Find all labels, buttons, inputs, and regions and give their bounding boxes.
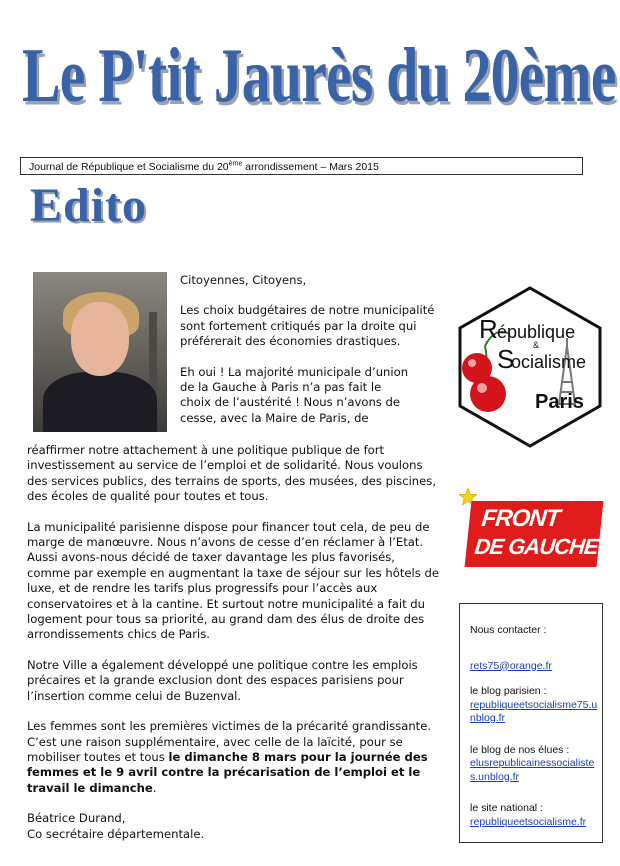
women-text: Les femmes sont les premières victimes de la précarité grandissante. C’est une raison supplémentaire, avec celle de la laïcité, pour se mobiliser toutes et tous — [27, 719, 432, 764]
greeting: Citoyennes, Citoyens, — [180, 273, 307, 287]
austerity-line: cesse, avec la Maire de Paris, de — [180, 410, 369, 425]
elus-blog-link[interactable]: elusrepublicainessocialistes.unblog.fr — [470, 757, 595, 783]
austerity-line: choix de l’austérité ! Nous n’avons de — [180, 395, 401, 410]
logo-text-republique: épublique — [497, 322, 576, 342]
national-site-link[interactable]: republiqueetsocialisme.fr — [470, 815, 587, 828]
edito-intro — [180, 273, 442, 426]
paragraph-budget: Les choix budgétaires de notre municipalité sont fortement critiqués par la droite qui préférerait des économies drastiques. — [180, 303, 435, 349]
logo-text-socialisme: ocialisme — [511, 352, 587, 372]
austerity-line: de la Gauche à Paris n’a pas fait le — [180, 380, 382, 395]
women-end: . — [152, 780, 157, 795]
edito-body — [27, 443, 439, 842]
paragraph-financing: La municipalité parisienne dispose pour financer tout cela, de peu de marge de manœuvre. Nous n’avons de cesse d’en réclamer à l’Etat. Aussi avons-nous décidé de taxer davantage les plus favorisés, comme par exemple en augmentant la taxe de séjour sur les hôtels de luxe, et de rendre les tarifs plus progressifs pour l’accès aux conservatoires et à la cantine. Et surtout notre municipalité a fait du logement pour tous sa priorité, au grand dam des élus de droite des arrondissements chics de Paris. — [27, 519, 439, 642]
paragraph-austerity-start — [180, 365, 442, 427]
republique-socialisme-logo — [455, 286, 605, 448]
blog-link[interactable]: republiqueetsocialisme75.unblog.fr — [470, 698, 598, 724]
logo-r-initial: R — [479, 314, 498, 344]
signature-name: Béatrice Durand, — [27, 811, 126, 826]
signature-title: Co secrétaire départementale. — [27, 826, 205, 841]
subline-date: arrondissement – Mars 2015 — [242, 161, 379, 173]
paragraph-austerity-rest: réaffirmer notre attachement à une politique publique de fort investissement au service de l’emploi et de solidarité. Nous voulons des services publics, des terrains de sports, des musées, des piscines, des écoles de qualité pour toutes et tous. — [27, 443, 437, 504]
fdg-line1: FRONT — [480, 505, 561, 532]
women-dates-bold: le dimanche 8 mars pour la journée des femmes et le 9 avril contre la précarisation de l’emploi et le travail le dimanche — [27, 749, 428, 795]
paragraph-precarity: Notre Ville a également développé une politique contre les emplois précaires et la grande exclusion dont des espaces parisiens pour l’insertion comme celui de Buzenval. — [27, 657, 418, 703]
contact-box — [459, 603, 603, 843]
subline-text: Journal de République et Socialisme du 20 — [29, 161, 229, 173]
elus-blog-label: le blog de nos élues : — [470, 743, 570, 756]
fdg-line2: DE GAUCHE — [473, 534, 600, 559]
paragraph-women — [27, 719, 439, 796]
email-link[interactable]: rets75@orange.fr — [470, 659, 552, 672]
logo-s-initial: S — [497, 344, 515, 374]
logo-ampersand: & — [533, 340, 540, 350]
author-photo — [33, 272, 167, 432]
issue-subline — [20, 157, 583, 175]
national-site-label: le site national : — [470, 802, 543, 814]
logo-text-paris: Paris — [535, 391, 584, 413]
subline-superscript: ème — [228, 160, 243, 168]
blog-label: le blog parisien : — [470, 685, 547, 697]
section-title: Edito — [30, 179, 148, 232]
newspaper-masthead: Le P'tit Jaurès du 20ème — [22, 32, 616, 120]
austerity-line: Eh oui ! La majorité municipale d’union — [180, 364, 409, 379]
contact-heading: Nous contacter : — [470, 624, 547, 636]
front-de-gauche-logo — [465, 501, 604, 567]
